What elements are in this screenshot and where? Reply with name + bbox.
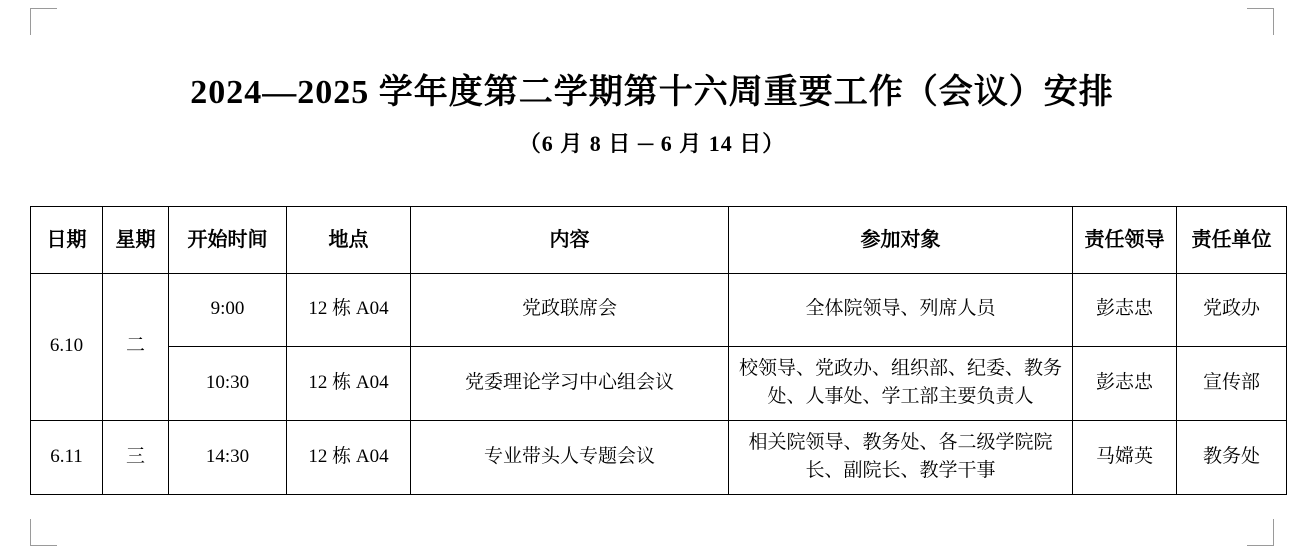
- cell-audience: 全体院领导、列席人员: [729, 273, 1073, 346]
- cell-audience: 校领导、党政办、组织部、纪委、教务处、人事处、学工部主要负责人: [729, 346, 1073, 420]
- page-title: 2024—2025 学年度第二学期第十六周重要工作（会议）安排: [190, 74, 1114, 111]
- cell-unit: 宣传部: [1177, 346, 1287, 420]
- cell-unit: 教务处: [1177, 420, 1287, 494]
- table-row: [31, 420, 1287, 494]
- column-header-audience: 参加对象: [729, 206, 1073, 273]
- column-header-content: 内容: [411, 206, 729, 273]
- cell-place: 12 栋 A04: [287, 346, 411, 420]
- cell-content: 党委理论学习中心组会议: [411, 346, 729, 420]
- cell-leader: 彭志忠: [1073, 273, 1177, 346]
- table-header-row: [31, 206, 1287, 273]
- cell-date: 6.10: [31, 273, 103, 420]
- cell-start-time: 14:30: [169, 420, 287, 494]
- cell-place: 12 栋 A04: [287, 420, 411, 494]
- cell-unit: 党政办: [1177, 273, 1287, 346]
- page-subtitle: （6 月 8 日 ─ 6 月 14 日）: [518, 130, 786, 156]
- cell-start-time: 9:00: [169, 273, 287, 346]
- cell-weekday: 三: [103, 420, 169, 494]
- cell-weekday: 二: [103, 273, 169, 420]
- column-header-start-time: 开始时间: [169, 206, 287, 273]
- cell-date: 6.11: [31, 420, 103, 494]
- table-row: [31, 346, 1287, 420]
- cell-leader: 彭志忠: [1073, 346, 1177, 420]
- column-header-place: 地点: [287, 206, 411, 273]
- column-header-leader: 责任领导: [1073, 206, 1177, 273]
- table-row: [31, 273, 1287, 346]
- column-header-date: 日期: [31, 206, 103, 273]
- schedule-table: [30, 206, 1287, 495]
- cell-leader: 马嫦英: [1073, 420, 1177, 494]
- cell-content: 党政联席会: [411, 273, 729, 346]
- cell-content: 专业带头人专题会议: [411, 420, 729, 494]
- column-header-unit: 责任单位: [1177, 206, 1287, 273]
- column-header-weekday: 星期: [103, 206, 169, 273]
- cell-audience: 相关院领导、教务处、各二级学院院长、副院长、教学干事: [729, 420, 1073, 494]
- cell-start-time: 10:30: [169, 346, 287, 420]
- cell-place: 12 栋 A04: [287, 273, 411, 346]
